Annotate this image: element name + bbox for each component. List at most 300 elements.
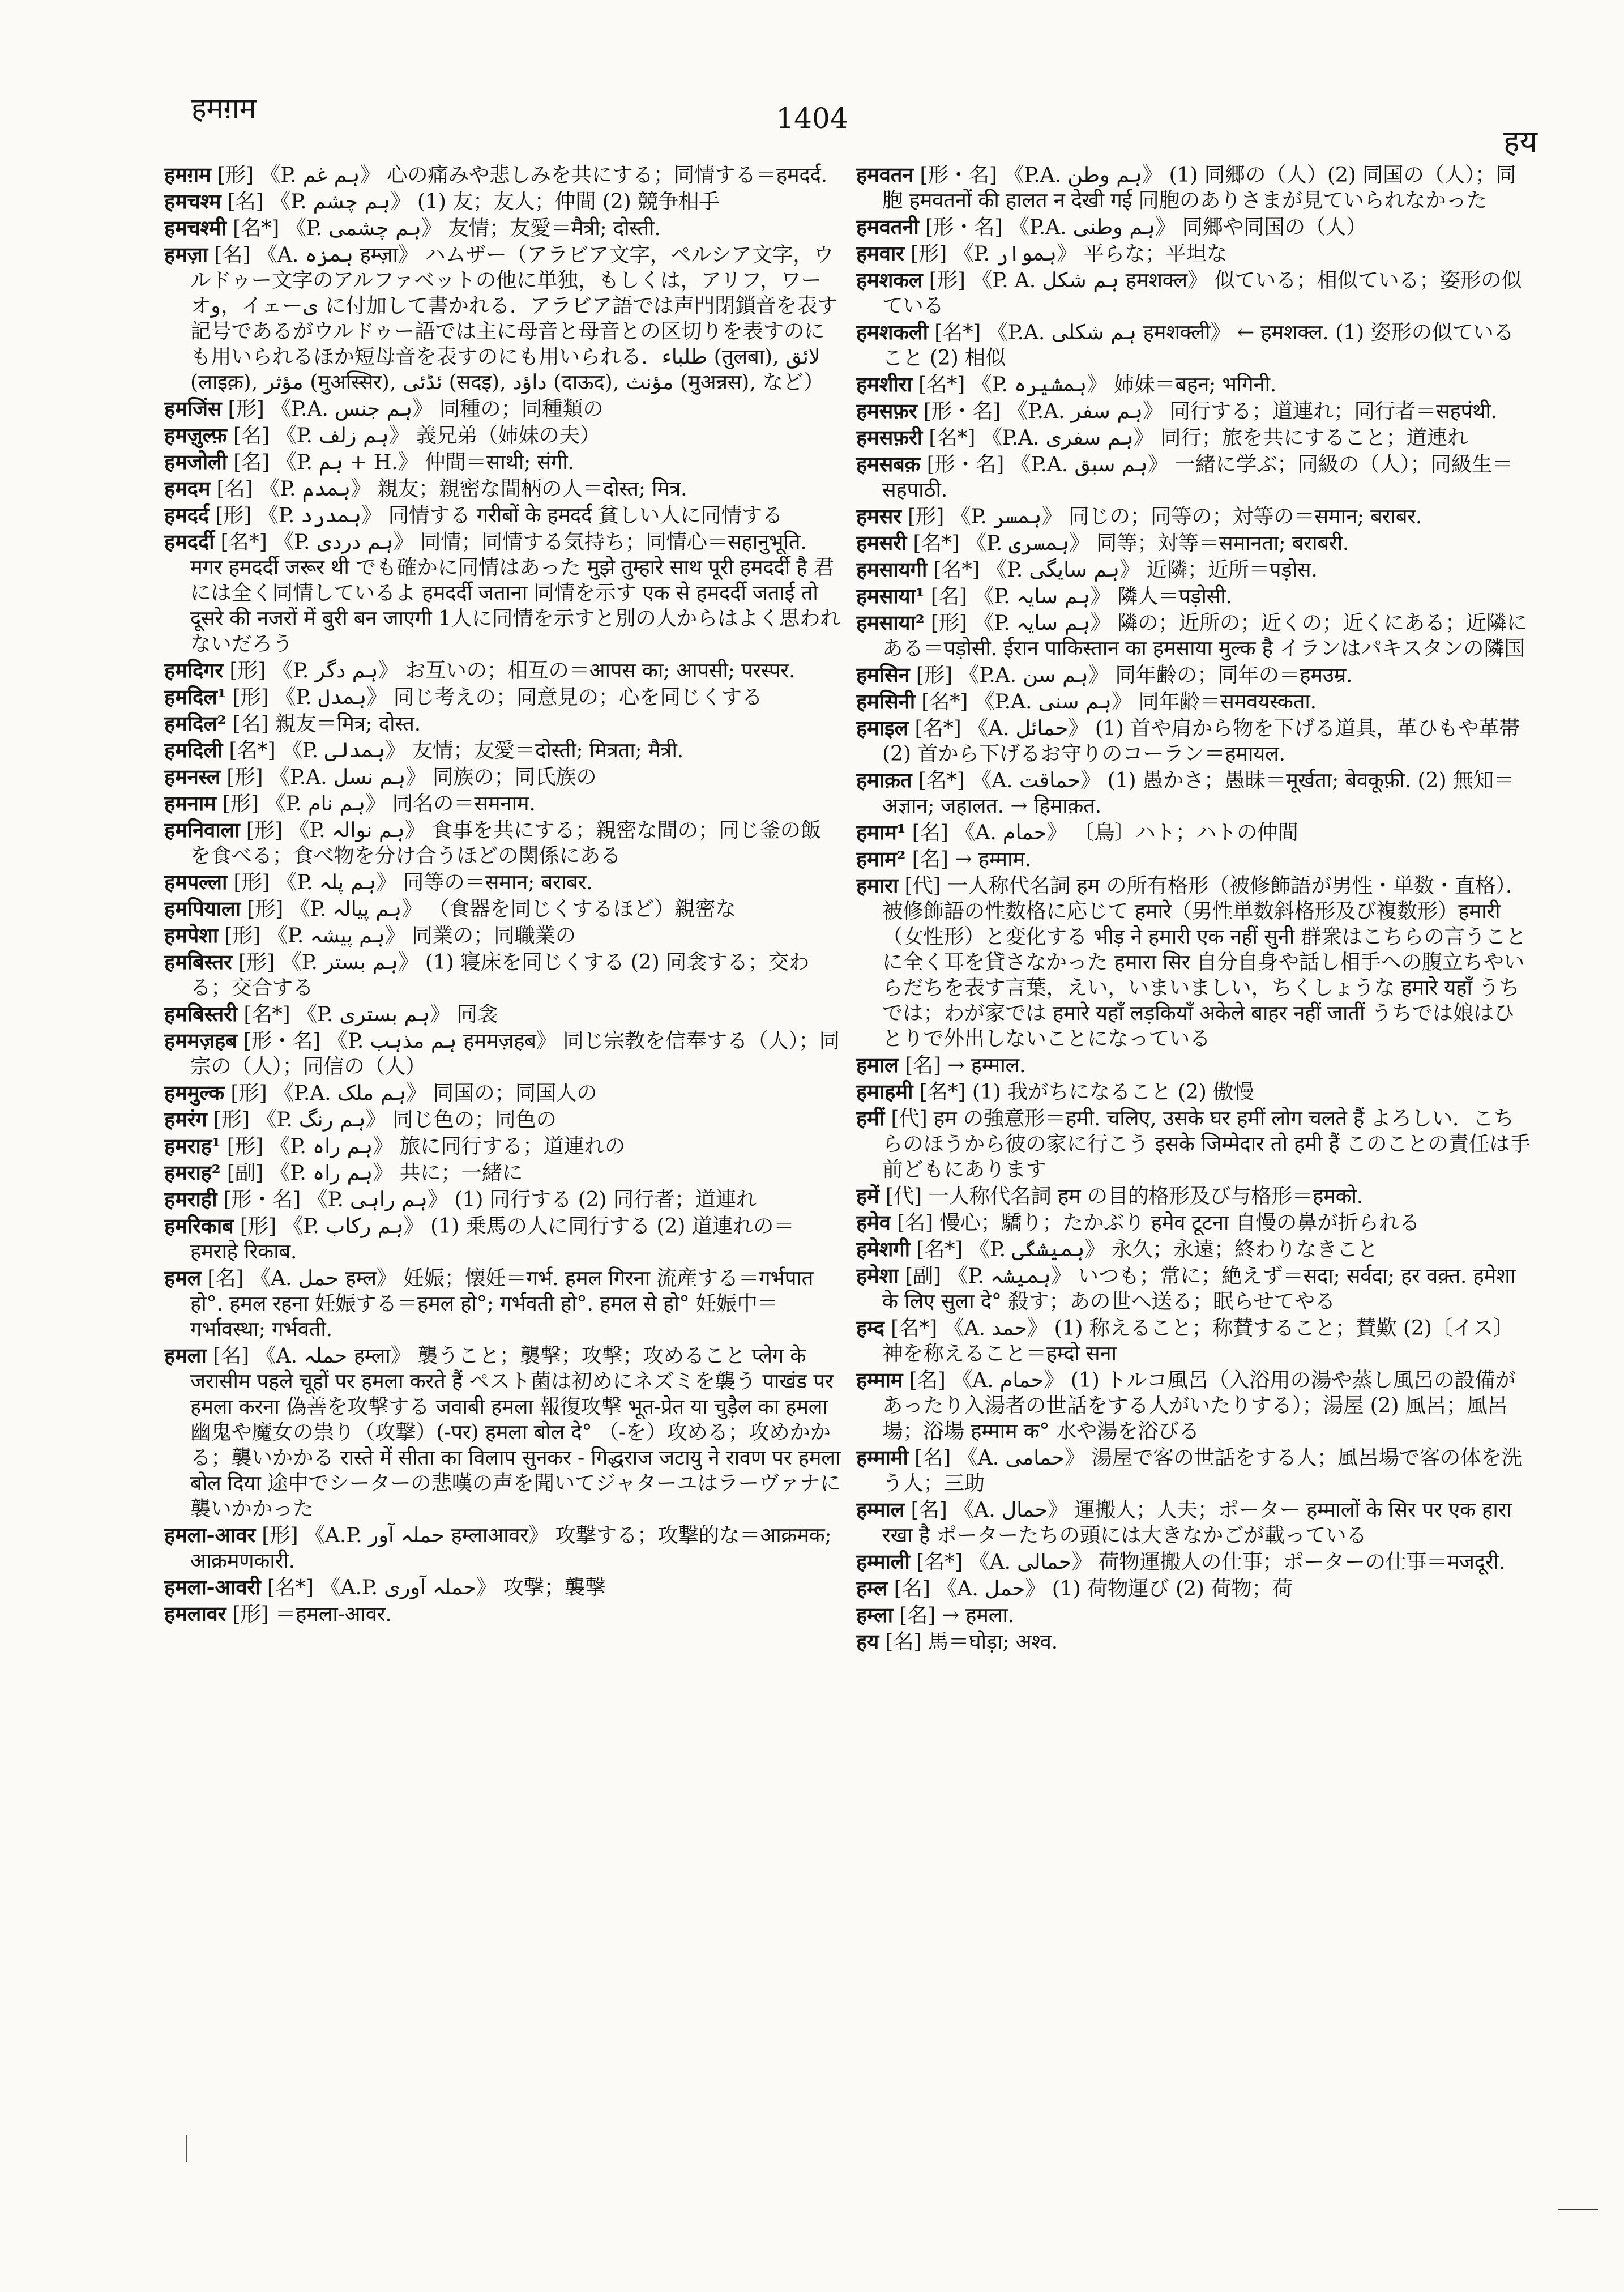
guide-word-left: हमग़म — [191, 92, 257, 125]
headword: हमसायगी — [856, 557, 928, 582]
grammar-label: [名] — [896, 1210, 934, 1235]
etymology: 《P.A. ہم جنس》 — [270, 396, 433, 421]
footer-rule — [1558, 2209, 1598, 2210]
dictionary-entry — [164, 817, 841, 868]
grammar-label: [名] — [885, 1629, 922, 1654]
definition: 襲うこと；襲撃；攻撃；攻めること प्लेग के जरासीम पहले चूहों पर हमला करते हैं ペスト菌は初めにネズミを襲う पाखंड पर हमला करना 偽善を攻撃する जवाबी हमला 報復攻撃 भूत-प्रेत या चुड़ैल का हमला 幽鬼や魔女の祟り（攻撃）(-पर) हमला बोल दे° （-を）攻める；攻めかかる；襲いかかる रास्ते में सीता का विलाप सुनकर - गिद्धराज जटायु ने रावण पर हमला बोल दिया 途中でシーターの悲嘆の声を聞いてジャターユはラーヴァナに襲いかかった — [190, 1343, 841, 1521]
etymology: 《P. ہم دگر》 — [272, 658, 399, 682]
headword: हमदर्दी — [164, 530, 215, 554]
definition: 一人称代名詞 हम の所有格形（被修飾語が男性・単数・直格）．被修飾語の性数格に応じて हमारे（男性単数斜格形及び複数形）हमारी（女性形）と変化する भीड़ ने हमारी एक नहीं सुनी 群衆はこちらの言うことに全く耳を貸さなかった हमारा सिर 自分自身や話し相手への腹立ちやいらだちを表す言葉，えい，いまいましい，ちくしょうな हमारे यहाँ うちでは；わが家では हमारे यहाँ लड़कियाँ अकेले बाहर नहीं जातीं うちでは娘はひとりで外出しないことになっている — [882, 873, 1527, 1051]
dictionary-entry — [164, 949, 841, 1000]
definition: 同国の；同国人の — [433, 1081, 597, 1105]
grammar-label: [形・名] — [925, 215, 1003, 239]
definition: 食事を共にする；親密な間の；同じ釜の飯を食べる；食べ物を分け合うほどの関係にある — [190, 818, 822, 868]
headword: हमाम² — [856, 847, 906, 871]
definition: 同衾 — [456, 1002, 498, 1026]
dictionary-entry — [856, 319, 1533, 370]
definition: 似ている；相似ている；姿形の似ている — [882, 268, 1522, 318]
headword: हमपल्ला — [164, 870, 228, 894]
grammar-label: [名*] — [913, 531, 960, 555]
definition: (1) 友；友人；仲間 (2) 競争相手 — [417, 189, 720, 214]
definition: 同族の；同氏族の — [432, 765, 597, 789]
dictionary-entry — [856, 162, 1533, 213]
etymology: 《P. ہمدل》 — [275, 685, 387, 709]
headword: हमवतनी — [856, 215, 919, 239]
definition: → हम्माम. — [955, 847, 1032, 871]
dictionary-entry — [164, 1343, 841, 1521]
definition: (1) 寝床を同じくする (2) 同衾する；交わる；交合する — [190, 950, 810, 1000]
etymology: 《P. ہموار》 — [953, 241, 1078, 266]
page-number: 1404 — [776, 102, 848, 135]
dictionary-entry — [856, 425, 1533, 450]
etymology: 《P.A. ہم سبق》 — [1010, 452, 1168, 476]
headword: हमसरी — [856, 531, 907, 555]
headword: हमसबक़ — [856, 452, 921, 476]
etymology: 《P. ہمیشہ》 — [947, 1264, 1072, 1288]
etymology: 《P.A. ہم ملک》 — [273, 1081, 427, 1105]
grammar-label: [名] — [232, 711, 269, 736]
headword: हम्माली — [856, 1550, 910, 1574]
definition: 荷物運搬人の仕事；ポーターの仕事＝मजदूरी. — [1098, 1550, 1506, 1574]
etymology: 《P.A. ہم شکلی हमशक्ली》 — [987, 320, 1231, 344]
dictionary-entry — [856, 1497, 1533, 1548]
etymology: 《P. ہم غم》 — [260, 163, 381, 187]
definition: 友情；友愛＝दोस्ती; मित्रता; मैत्री. — [412, 738, 683, 762]
definition: 同じ宗教を信奉する（人）；同宗の（人）；同信の（人） — [190, 1028, 840, 1078]
dictionary-entry — [164, 215, 841, 241]
headword: हमेशा — [856, 1264, 899, 1288]
definition: 馬＝घोड़ा; अश्व. — [928, 1629, 1058, 1654]
dictionary-entry — [164, 396, 841, 421]
dictionary-entry — [856, 241, 1533, 266]
definition: 隣人＝पड़ोसी. — [1117, 584, 1232, 608]
headword: हमज़ुल्फ़ — [164, 423, 227, 447]
headword: हमेशगी — [856, 1237, 910, 1261]
headword: हम्ल — [856, 1576, 888, 1600]
definition: 義兄弟（姉妹の夫） — [416, 423, 601, 447]
headword: हमशकली — [856, 320, 928, 344]
dictionary-entry — [164, 189, 841, 214]
headword: हमसफ़री — [856, 425, 922, 450]
etymology: 《P. ہم نوالہ》 — [289, 818, 425, 842]
grammar-label: [名*] — [919, 1079, 966, 1104]
grammar-label: [名*] — [918, 768, 965, 792]
definition: (1) トルコ風呂（入浴用の湯や蒸し風呂の設備があったり入湯者の世話をする人がいたりする）；湯屋 (2) 風呂；風呂場；浴場 हम्माम क° 水や湯を浴びる — [882, 1368, 1516, 1443]
headword: हमला-आवर — [164, 1523, 255, 1547]
grammar-label: [形] — [232, 685, 269, 709]
definition: → हम्माल. — [947, 1053, 1026, 1077]
definition: 一緒に学ぶ；同級の（人）；同級生＝सहपाठी. — [882, 452, 1513, 502]
grammar-label: [名] — [912, 847, 948, 871]
definition: お互いの；相互の＝आपस का; आपसी; परस्पर. — [405, 658, 796, 682]
definition: 同年齢＝समवयस्कता. — [1138, 689, 1317, 714]
grammar-label: [形・名] — [920, 163, 997, 187]
headword: हमसफ़र — [856, 399, 917, 423]
etymology: 《P. ہم زلف》 — [276, 423, 409, 447]
headword: हय — [856, 1629, 879, 1654]
headword: हमबिस्तर — [164, 950, 232, 974]
etymology: 《A. حمام》 — [955, 820, 1067, 844]
headword: हमदर्द — [164, 503, 209, 527]
headword: हमशकल — [856, 268, 923, 292]
dictionary-entry — [856, 662, 1533, 688]
grammar-label: [形・名] — [923, 399, 1001, 423]
dictionary-entry — [164, 1574, 841, 1600]
headword: हमला-आवरी — [164, 1575, 261, 1599]
headword: हमाइल — [856, 716, 909, 740]
dictionary-entry — [856, 1367, 1533, 1444]
headword: हमजोली — [164, 450, 227, 474]
grammar-label: [形] — [929, 268, 965, 292]
headword: हमराह² — [164, 1160, 221, 1185]
definition: 同等の＝समान; बराबर. — [403, 870, 593, 894]
headword: हमें — [856, 1184, 879, 1208]
etymology: 《P. ہم دردی》 — [273, 530, 414, 554]
headword: हमलावर — [164, 1602, 226, 1626]
dictionary-entry — [164, 476, 841, 501]
definition: 同名の＝समनाम. — [392, 791, 536, 816]
dictionary-entry — [164, 869, 841, 895]
dictionary-entry — [856, 820, 1533, 845]
grammar-label: [名] — [233, 423, 270, 447]
definition: 共に；一緒に — [399, 1160, 523, 1185]
headword: हमल — [164, 1266, 202, 1290]
headword: हमसर — [856, 504, 901, 528]
grammar-label: [名*] — [233, 216, 280, 240]
dictionary-entry — [164, 1213, 841, 1264]
grammar-label: [代] — [904, 873, 941, 898]
etymology: 《A. حملہ हम्ला》 — [255, 1343, 411, 1368]
etymology: 《P. ہم چشم》 — [270, 189, 411, 214]
etymology: 《P. ہمدم》 — [259, 476, 371, 501]
grammar-label: [形] — [222, 791, 259, 816]
definition: 一人称代名詞 हम の目的格形及び与格形＝हमको. — [928, 1184, 1364, 1208]
definition: → हमला. — [942, 1603, 1014, 1627]
definition: 同情する गरीबों के हमदर्द 貧しい人に同情する — [388, 503, 783, 527]
grammar-label: [名*] — [929, 425, 976, 450]
definition: (1) 乗馬の人に同行する (2) 道連れの＝हमराहे रिकाब. — [190, 1214, 794, 1264]
grammar-label: [名*] — [916, 1550, 963, 1574]
dictionary-entry — [856, 689, 1533, 714]
headword: हमसाया² — [856, 611, 925, 635]
dictionary-entry — [164, 1186, 841, 1212]
definition: (1) 我がちになること (2) 傲慢 — [972, 1079, 1254, 1104]
dictionary-entry — [856, 503, 1533, 529]
dictionary-entry — [164, 242, 841, 395]
dictionary-entry — [856, 583, 1533, 609]
dictionary-entry — [856, 267, 1533, 318]
dictionary-entry — [164, 1160, 841, 1185]
etymology: 《A. حمالی》 — [969, 1550, 1092, 1574]
grammar-label: [代] — [891, 1106, 928, 1130]
etymology: 《P.A. ہم سفر》 — [1007, 399, 1164, 423]
dictionary-entry — [164, 658, 841, 683]
grammar-label: [名*] — [933, 557, 980, 582]
grammar-label: [形・名] — [223, 1187, 301, 1211]
etymology: 《P.A. ہم وطنی》 — [1008, 215, 1176, 239]
grammar-label: [名] — [904, 1053, 941, 1077]
headword: हमरिकाब — [164, 1214, 234, 1238]
etymology: 《A. حمل हम्ल》 — [250, 1266, 398, 1290]
dictionary-entry — [856, 846, 1533, 872]
etymology: 《A. ہمزہ हम्ज़ा》 — [257, 242, 418, 267]
definition: (1) 荷物運び (2) 荷物；荷 — [1052, 1576, 1293, 1600]
dictionary-entry — [856, 372, 1533, 397]
grammar-label: [名*] — [229, 738, 276, 762]
headword: हमचश्मी — [164, 216, 226, 240]
dictionary-entry — [856, 1236, 1533, 1262]
etymology: 《A.P. حملہ آور हम्लाआवर》 — [304, 1523, 549, 1547]
definition: 湯屋で客の世話をする人；風呂場で客の体を洗う人；三助 — [882, 1445, 1522, 1495]
definition: 〔鳥〕ハト；ハトの仲間 — [1073, 820, 1298, 844]
definition: ハムザー（アラビア文字，ペルシア文字，ウルドゥー文字のアルファベットの他に単独，もしくは，アリフ，ワーオو，イェーی に付加して書かれる．アラビア語では声門閉鎖音を表す記号であるがウルドゥー語では主に母音と母音との区切りを表すのにも用いられるほか短母音を表すのにも用いられる．طلباء (तुलबा), لائق (लाइक़), مؤثر (मुअस्सिर), ئڈئی (सदइ), داؤد (दाऊद), مؤنث (मुअन्नस), など） — [190, 242, 838, 394]
definition: 旅に同行する；道連れの — [399, 1134, 626, 1158]
dictionary-entry — [164, 449, 841, 475]
etymology: 《P. ہمسر》 — [950, 504, 1062, 528]
dictionary-entry — [164, 1001, 841, 1027]
definition: 妊娠；懐妊＝गर्भ. हमल गिरना 流産する＝गर्भपात हो°. हमल रहना 妊娠する＝हमल हो°; गर्भवती हो°. हमल से हो° 妊娠中＝गर्भावस्था; गर्भवती. — [190, 1266, 814, 1341]
etymology: 《P. ہم + H.》 — [276, 450, 418, 474]
definition: ＝हमला-आवर. — [275, 1602, 392, 1626]
grammar-label: [形] — [226, 765, 263, 789]
grammar-label: [名*] — [220, 530, 267, 554]
dictionary-entry — [856, 1052, 1533, 1078]
definition: 同じ色の；同色の — [392, 1107, 557, 1132]
grammar-label: [名] — [207, 1266, 244, 1290]
headword: हमपेशा — [164, 923, 219, 947]
grammar-label: [名] — [899, 1603, 936, 1627]
etymology: 《P. ہم راہی》 — [307, 1187, 448, 1211]
headword: हमाहमी — [856, 1079, 913, 1104]
headword: हमराही — [164, 1187, 217, 1211]
dictionary-entry — [164, 711, 841, 736]
dictionary-entry — [856, 1106, 1533, 1182]
headword: हमेव — [856, 1210, 891, 1235]
dictionary-entry — [164, 764, 841, 789]
grammar-label: [名] — [894, 1576, 930, 1600]
grammar-label: [形] — [240, 1214, 276, 1238]
grammar-label: [形] — [930, 611, 967, 635]
definition: いつも；常に；絶えず＝सदा; सर्वदा; हर वक़्त. हमेशा के लिए सुला दे° 殺す；あの世へ送る；眠らせてやる — [882, 1264, 1516, 1313]
etymology: 《P. ہم سایگی》 — [986, 557, 1140, 582]
etymology: 《A. حماقت》 — [971, 768, 1101, 792]
definition: 同情；同情する気持ち；同情心＝सहानुभूति. मगर हमदर्दी जरूर थी でも確かに同情はあった मुझे तुम्हारे साथ पूरी हमदर्दी है 君には全く同情しているよ हमदर्दी जताना 同情を示す एक से हमदर्दी जताई तो दूसरे की नजरों में बुरी बन जाएगी 1人に同情を示すと別の人からはよく思われないだろう — [190, 530, 841, 656]
etymology: 《A. حمائل》 — [967, 716, 1089, 740]
headword: हमसाया¹ — [856, 584, 925, 608]
grammar-label: [形] — [213, 1107, 250, 1132]
definition: 同業の；同職業の — [412, 923, 576, 947]
headword: हमज़ा — [164, 242, 208, 267]
dictionary-entry — [164, 502, 841, 528]
dictionary-entry — [164, 1522, 841, 1573]
dictionary-entry — [856, 398, 1533, 424]
page-header — [0, 0, 1624, 170]
dictionary-entry — [856, 214, 1533, 240]
dictionary-entry — [856, 1210, 1533, 1235]
etymology: 《P. ہمدلی》 — [281, 738, 406, 762]
headword: हम्द — [856, 1316, 884, 1340]
dictionary-entry — [856, 530, 1533, 556]
etymology: 《P. ہم پیالہ》 — [289, 897, 422, 921]
etymology: 《P. ہمدرد》 — [258, 503, 382, 527]
grammar-label: [形] — [233, 870, 270, 894]
grammar-label: [名*] — [916, 1237, 963, 1261]
dictionary-entry — [856, 1629, 1533, 1654]
etymology: 《P. ہم رنگ》 — [256, 1107, 386, 1132]
definition: (1) 同行する (2) 同行者；道連れ — [454, 1187, 757, 1211]
grammar-label: [名*] — [934, 320, 981, 344]
definition: 同等；対等＝समानता; बराबरी. — [1096, 531, 1349, 555]
grammar-label: [名*] — [267, 1575, 314, 1599]
grammar-label: [代] — [885, 1184, 922, 1208]
dictionary-entry — [164, 791, 841, 816]
etymology: 《P. ہم سایہ》 — [973, 584, 1111, 608]
headword: हम्माल — [856, 1497, 905, 1522]
headword: हम्मामी — [856, 1445, 908, 1470]
grammar-label: [名] — [212, 1343, 249, 1368]
grammar-label: [名*] — [890, 1316, 937, 1340]
etymology: 《P.A. ہم نسل》 — [269, 765, 426, 789]
dictionary-entry — [164, 1601, 841, 1627]
definition: 隣の；近所の；近くの；近くにある；近隣にある＝पड़ोसी. ईरान पाकिस्तान का हमसाया मुल्क है イランはパキスタンの隣国 — [882, 611, 1527, 660]
grammar-label: [名] — [216, 476, 253, 501]
grammar-label: [名*] — [921, 689, 968, 714]
grammar-label: [形] — [229, 658, 266, 682]
etymology: 《P. ہم راہ》 — [270, 1160, 394, 1185]
grammar-label: [形] — [246, 818, 283, 842]
grammar-label: [形] — [262, 1523, 298, 1547]
headword: हमदिल¹ — [164, 685, 226, 709]
headword: हमदिली — [164, 738, 223, 762]
dictionary-entry — [164, 923, 841, 948]
dictionary-entry — [164, 1080, 841, 1106]
grammar-label: [形] — [228, 396, 264, 421]
headword: हमराह¹ — [164, 1134, 221, 1158]
headword: हमदिल² — [164, 711, 226, 736]
grammar-label: [名*] — [914, 716, 961, 740]
dictionary-entry — [164, 737, 841, 763]
definition: (1) 称えること；称賛すること；賛歎 (2)〔イス〕神を称えること＝हम्दो सना — [882, 1316, 1514, 1365]
dictionary-entry — [856, 767, 1533, 818]
headword: हमला — [164, 1343, 207, 1368]
dictionary-entry — [164, 529, 841, 656]
headword: हमाम¹ — [856, 820, 906, 844]
headword: हमदिगर — [164, 658, 224, 682]
headword: हमनिवाला — [164, 818, 240, 842]
headword: हमवार — [856, 241, 904, 266]
dictionary-entry — [164, 684, 841, 710]
definition: 同行；旅を共にすること；道連れ — [1160, 425, 1468, 450]
definition: 姉妹＝बहन; भगिनी. — [1113, 372, 1277, 396]
grammar-label: [形] — [907, 504, 945, 528]
definition: 親友；親密な間柄の人＝दोस्त; मित्र. — [377, 476, 687, 501]
grammar-label: [名*] — [243, 1002, 290, 1026]
dictionary-entry — [856, 451, 1533, 502]
etymology: 《P. ہم نام》 — [265, 791, 386, 816]
etymology: 《P. ہم بستر》 — [281, 950, 419, 974]
headword: हम्माम — [856, 1368, 903, 1392]
headword: हमपियाला — [164, 897, 241, 921]
etymology: 《P. ہم پیشہ》 — [267, 923, 406, 947]
grammar-label: [名] — [914, 1445, 951, 1470]
definition: हम の強意形＝हमी. चलिए, उसके घर हमीं लोग चलते हैं よろしい．こちらのほうから彼の家に行こう इसके जिम्मेदार तो हमी हैं このことの責任は手前どもにあります — [882, 1106, 1531, 1181]
definition: 同行する；道連れ；同行者＝सहपंथी. — [1169, 399, 1497, 423]
right-column — [856, 162, 1533, 1655]
etymology: 《P. ہم پلہ》 — [276, 870, 397, 894]
grammar-label: [名] — [911, 1497, 947, 1522]
dictionary-entry — [856, 1576, 1533, 1601]
definition: 平らな；平坦な — [1083, 241, 1227, 266]
dictionary-entry — [856, 873, 1533, 1051]
headword: हमसिनी — [856, 689, 915, 714]
headword: हमग़म — [164, 163, 211, 187]
etymology: 《A. حمد》 — [943, 1316, 1048, 1340]
headword: हमजिंस — [164, 396, 222, 421]
definition: 同郷や同国の（人） — [1182, 215, 1367, 239]
headword: हमसिन — [856, 663, 910, 687]
etymology: 《P.A. ہم وطن》 — [1003, 163, 1163, 187]
headword: हमचश्म — [164, 189, 221, 214]
headword: हम्ला — [856, 1603, 893, 1627]
grammar-label: [形] — [238, 950, 275, 974]
dictionary-entry — [856, 1602, 1533, 1628]
headword: हमशीरा — [856, 372, 912, 396]
grammar-label: [形] — [226, 1134, 263, 1158]
grammar-label: [形] — [916, 663, 952, 687]
headword: हमनाम — [164, 791, 216, 816]
grammar-label: [副] — [226, 1160, 263, 1185]
dictionary-entry — [164, 1133, 841, 1159]
grammar-label: [名] — [930, 584, 967, 608]
grammar-label: [形] — [217, 163, 254, 187]
definition: 友情；友愛＝मैत्री; दोस्ती. — [448, 216, 661, 240]
dictionary-entry — [856, 715, 1533, 766]
dictionary-entry — [856, 1549, 1533, 1574]
definition: 仲間＝साथी; संगी. — [425, 450, 574, 474]
etymology: 《A. حمال》 — [953, 1497, 1069, 1522]
dictionary-entry — [164, 1107, 841, 1132]
grammar-label: [形] — [232, 1602, 269, 1626]
etymology: 《P. ہم مذہب हममज़हब》 — [327, 1028, 557, 1053]
grammar-label: [名] — [214, 242, 251, 267]
etymology: 《P.A. ہم سن》 — [959, 663, 1109, 687]
etymology: 《P. ہم سایہ》 — [973, 611, 1111, 635]
etymology: 《P. ہم چشمی》 — [285, 216, 442, 240]
etymology: 《P.A. ہم سنی》 — [974, 689, 1132, 714]
headword: हमारा — [856, 873, 899, 898]
headword: हमीं — [856, 1106, 885, 1130]
headword: हमदम — [164, 476, 211, 501]
dictionary-entry — [856, 1263, 1533, 1314]
etymology: 《A.P. حملہ آوری》 — [320, 1575, 497, 1599]
headword: हमवतन — [856, 163, 914, 187]
dictionary-entry — [856, 1183, 1533, 1209]
grammar-label: [名*] — [918, 372, 965, 396]
definition: 同種の；同種類の — [439, 396, 604, 421]
grammar-label: [形] — [230, 1081, 267, 1105]
definition: 攻撃；襲撃 — [503, 1575, 606, 1599]
definition: (1) 同郷の（人）(2) 同国の（人）；同胞 हमवतनों की हालत न देखी गई 同胞のありさまが見ていられなかった — [882, 163, 1516, 212]
margin-mark — [186, 2135, 187, 2162]
definition: (1) 首や肩から物を下げる道具，革ひもや革帯 (2) 首から下げるお守りのコーラン＝हमायल. — [882, 716, 1520, 766]
definition: 慢心；驕り；たかぶり हमेव टूटना 自慢の鼻が折られる — [939, 1210, 1420, 1235]
definition: 攻撃する；攻撃的な＝आक्रमक; आक्रमणकारी. — [190, 1523, 832, 1573]
grammar-label: [名] — [909, 1368, 946, 1392]
definition: 同じ考えの；同意見の；心を同じくする — [393, 685, 763, 709]
grammar-label: [形] — [911, 241, 947, 266]
dictionary-entry — [164, 162, 841, 187]
headword: हमनस्ल — [164, 765, 220, 789]
